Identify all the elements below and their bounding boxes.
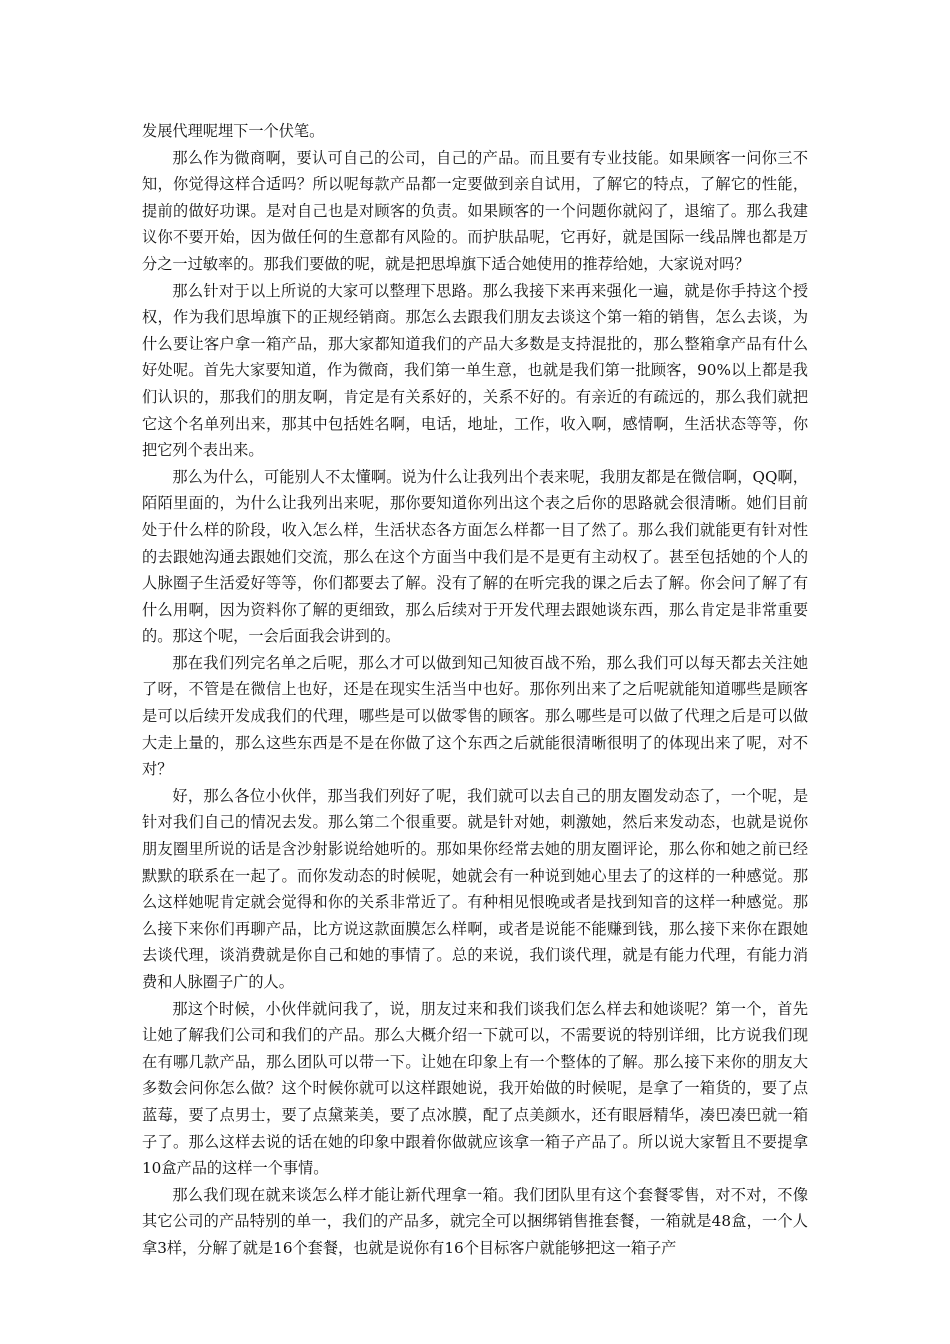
paragraph-2: 那么作为微商啊，要认可自己的公司，自己的产品。而且要有专业技能。如果顾客一问你三不知，你觉得这样合适吗？所以呢每款产品都一定要做到亲自试用，了解它的特点，了解它的性能，提前的做好功课。是对自己也是对顾客的负责。如果顾客的一个问题你就闷了，退缩了。那么我建议你不要开始，因为做任何的生意都有风险的。而护肤品呢，它再好，就是国际一线品牌也都是万分之一过敏率的。那我们要做的呢，就是把思埠旗下适合她使用的推荐给她，大家说对吗？ — [142, 148, 808, 273]
paragraph-5: 那在我们列完名单之后呢，那么才可以做到知己知彼百战不殆，那么我们可以每天都去关注她了呀，不管是在微信上也好，还是在现实生活当中也好。那你列出来了之后呢就能知道哪些是顾客是可以后续开发成我们的代理，哪些是可以做零售的顾客。那么哪些是可以做了代理之后是可以做大走上量的，那么这些东西是不是在你做了这个东西之后就能很清晰很明了的体现出来了呢，对不对？ — [142, 653, 808, 779]
paragraph-3: 那么针对于以上所说的大家可以整理下思路。那么我接下来再来强化一遍，就是你手持这个授权，作为我们思埠旗下的正规经销商。那怎么去跟我们朋友去谈这个第一箱的销售，怎么去谈，为什么要让客户拿一箱产品，那大家都知道我们的产品大多数是支持混批的，那么整箱拿产品有什么好处呢。首先大家要知道，作为微商，我们第一单生意，也就是我们第一批顾客，90%以上都是我们认识的，那我们的朋友啊，肯定是有关系好的，关系不好的。有亲近的有疏远的，那么我们就把它这个名单列出来，那其中包括姓名啊，电话，地址，工作，收入啊，感情啊，生活状态等等，你把它列个表出来。 — [142, 281, 808, 460]
paragraph-6: 好，那么各位小伙伴，那当我们列好了呢，我们就可以去自己的朋友圈发动态了，一个呢，是针对我们自己的情况去发。那么第二个很重要。就是针对她，刺激她，然后来发动态，也就是说你朋友圈里所说的话是含沙射影说给她听的。那如果你经常去她的朋友圈评论，那么你和她之前已经默默的联系在一起了。而你发动态的时候呢，她就会有一种说到她心里去了的这样的一种感觉。那么这样她呢肯定就会觉得和你的关系非常近了。有种相见恨晚或者是找到知音的这样一种感觉。那么接下来你们再聊产品，比方说这款面膜怎么样啊，或者是说能不能赚到钱，那么接下来你在跟她去谈代理，谈消费就是你自己和她的事情了。总的来说，我们谈代理，就是有能力代理，有能力消费和人脉圈子广的人。 — [142, 786, 808, 991]
document-page — [142, 118, 808, 1262]
paragraph-4: 那么为什么，可能别人不太懂啊。说为什么让我列出个表来呢，我朋友都是在微信啊，QQ啊，陌陌里面的，为什么让我列出来呢，那你要知道你列出这个表之后你的思路就会很清晰。她们目前处于什么样的阶段，收入怎么样，生活状态各方面怎么样都一目了然了。那么我们就能更有针对性的去跟她沟通去跟她们交流，那么在这个方面当中我们是不是更有主动权了。甚至包括她的个人的人脉圈子生活爱好等等，你们都要去了解。没有了解的在听完我的课之后去了解。你会问了解了有什么用啊，因为资料你了解的更细致，那么后续对于开发代理去跟她谈东西，那么肯定是非常重要的。那这个呢，一会后面我会讲到的。 — [142, 467, 808, 646]
paragraph-8: 那么我们现在就来谈怎么样才能让新代理拿一箱。我们团队里有这个套餐零售，对不对，不像其它公司的产品特别的单一，我们的产品多，就完全可以捆绑销售推套餐，一箱就是48盒，一个人拿3样，分解了就是16个套餐，也就是说你有16个目标客户就能够把这一箱子产 — [142, 1185, 808, 1257]
paragraph-7: 那这个时候，小伙伴就问我了，说，朋友过来和我们谈我们怎么样去和她谈呢？第一个，首先让她了解我们公司和我们的产品。那么大概介绍一下就可以，不需要说的特别详细，比方说我们现在有哪几款产品，那么团队可以带一下。让她在印象上有一个整体的了解。那么接下来你的朋友大多数会问你怎么做？这个时候你就可以这样跟她说，我开始做的时候呢，是拿了一箱货的，要了点蓝莓，要了点男士，要了点黛莱美，要了点冰膜，配了点美颜水，还有眼唇精华，凑巴凑巴就一箱子了。那么这样去说的话在她的印象中跟着你做就应该拿一箱子产品了。所以说大家暂且不要提拿10盒产品的这样一个事情。 — [142, 999, 808, 1178]
paragraph-1: 发展代理呢埋下一个伏笔。 — [142, 122, 325, 140]
